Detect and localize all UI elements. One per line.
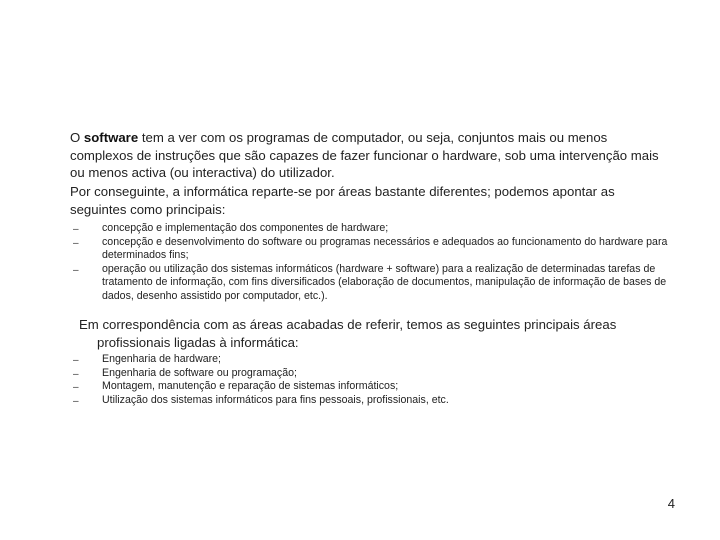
software-term: software xyxy=(83,130,139,145)
list-item xyxy=(73,222,678,236)
list-item xyxy=(73,263,678,304)
areas-list xyxy=(73,222,678,304)
list-item xyxy=(73,367,678,381)
dash-bullet-icon: – xyxy=(73,264,79,276)
page-number: 4 xyxy=(667,496,675,511)
list-item-text: Engenharia de hardware; xyxy=(102,353,221,365)
dash-bullet-icon: – xyxy=(73,395,79,407)
list-item-text: Engenharia de software ou programação; xyxy=(102,366,297,379)
professions-list xyxy=(73,353,678,407)
consequence-paragraph: Por conseguinte, a informática reparte-se por áreas bastante diferentes; podemos apontar as seguintes como principais: xyxy=(70,184,615,217)
list-item xyxy=(73,394,678,408)
list-item-text: concepção e implementação dos componentes de hardware; xyxy=(102,222,389,234)
dash-bullet-icon: – xyxy=(73,368,79,380)
list-item xyxy=(73,353,678,367)
dash-bullet-icon: – xyxy=(73,224,79,235)
intro-text: tem a ver com os programas de computador, ou seja, conjuntos mais ou menos complexos de instruções que são capazes de fazer funcionar o hardware, sob uma intervenção mais ou menos activa (ou interactiva) do utilizador. xyxy=(70,130,659,180)
list-item-text: operação ou utilização dos sistemas informáticos (hardware + software) para a realização de determinadas tarefas de tratamento de informação, com fins diversificados (elaboração de documentos, manipulação de informação de bases de dados, desenho assistido por computador, etc.). xyxy=(102,262,667,302)
list-item xyxy=(73,236,678,263)
list-item xyxy=(73,380,678,394)
list-item-text: Montagem, manutenção e reparação de sistemas informáticos; xyxy=(102,380,399,393)
intro-prefix: O xyxy=(70,130,84,145)
intro-paragraph xyxy=(70,129,670,182)
correspondence-paragraph: Em correspondência com as áreas acabadas de referir, temos as seguintes principais áreas profissionais ligadas à informática: xyxy=(79,317,617,350)
dash-bullet-icon: – xyxy=(73,237,79,249)
dash-bullet-icon: – xyxy=(73,382,79,394)
list-item-text: Utilização dos sistemas informáticos para fins pessoais, profissionais, etc. xyxy=(102,393,449,406)
list-item-text: concepção e desenvolvimento do software ou programas necessários e adequados ao funcionamento do hardware para determinados fins; xyxy=(102,235,668,262)
dash-bullet-icon: – xyxy=(73,355,79,366)
